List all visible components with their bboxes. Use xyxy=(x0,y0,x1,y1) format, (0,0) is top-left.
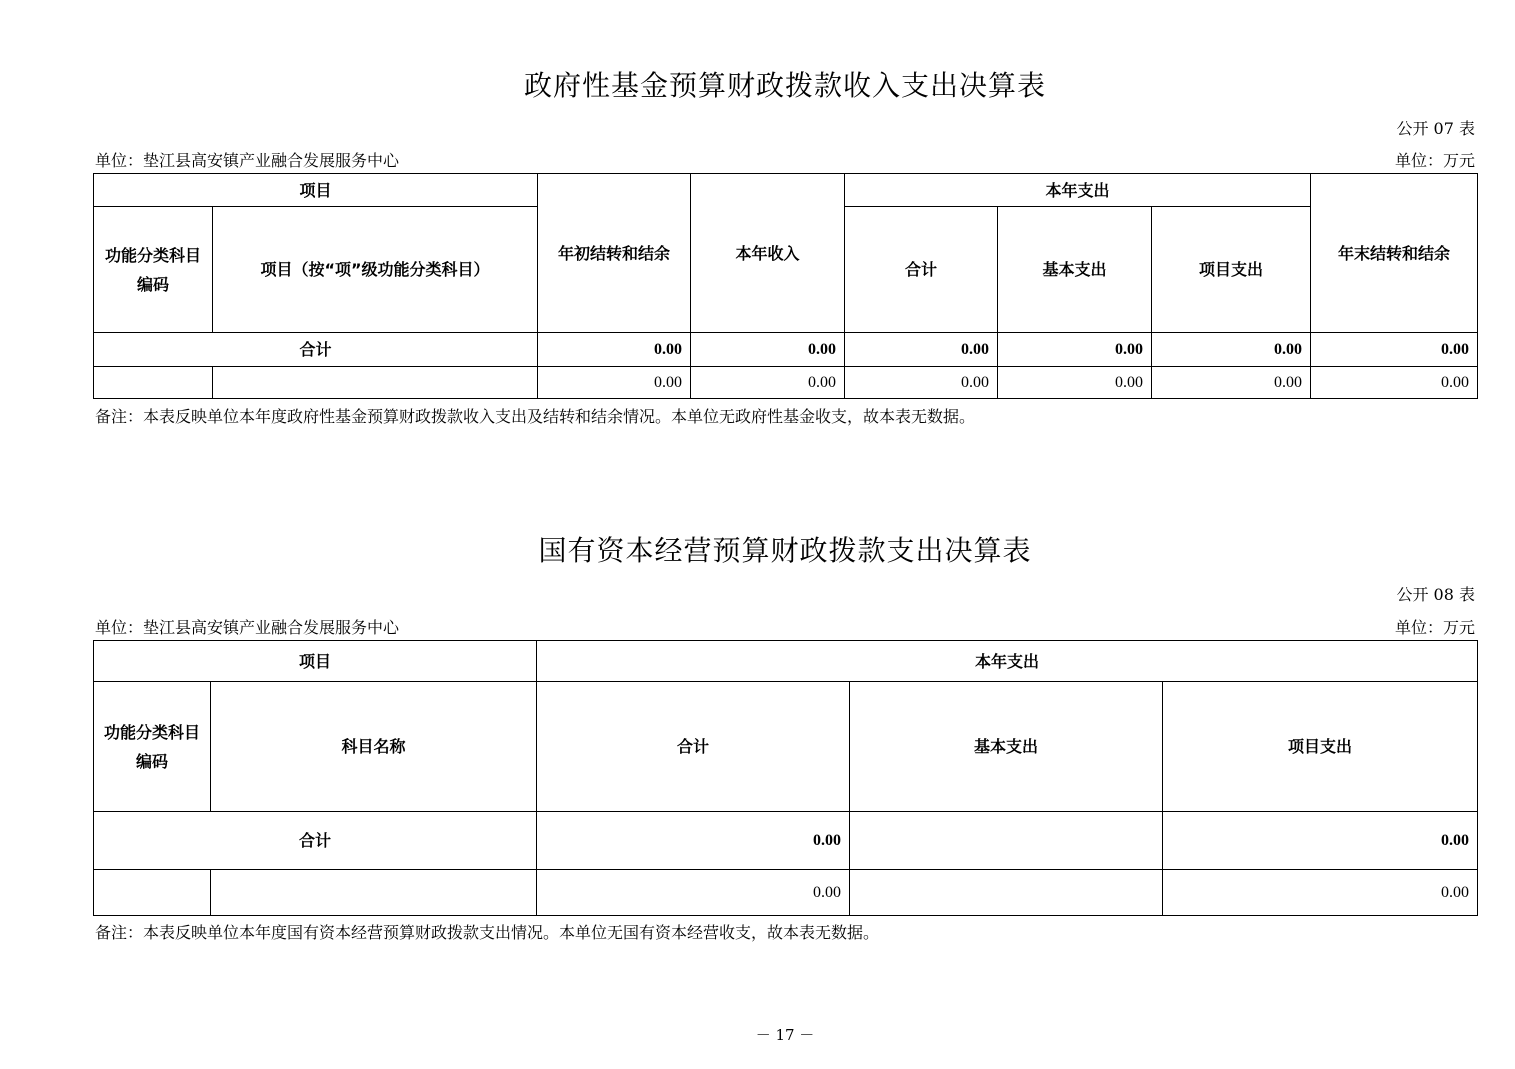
table08 xyxy=(93,640,1478,916)
header-project-item: 项目（按“项”级功能分类科目） xyxy=(213,207,538,333)
total-row xyxy=(94,333,1478,367)
row-code xyxy=(94,367,213,399)
row-cell xyxy=(850,870,1163,916)
header-expense: 本年支出 xyxy=(845,174,1311,207)
header-expense: 本年支出 xyxy=(537,641,1478,682)
row-cell: 0.00 xyxy=(1311,367,1478,399)
header-project-exp: 项目支出 xyxy=(1152,207,1311,333)
row-name xyxy=(213,367,538,399)
header-total: 合计 xyxy=(845,207,998,333)
total-cell: 0.00 xyxy=(1311,333,1478,367)
row-cell: 0.00 xyxy=(537,870,850,916)
total-label: 合计 xyxy=(94,812,537,870)
header-func-code: 功能分类科目编码 xyxy=(94,682,211,812)
row-cell: 0.00 xyxy=(845,367,998,399)
header-end-balance: 年末结转和结余 xyxy=(1311,174,1478,333)
row-cell: 0.00 xyxy=(538,367,691,399)
header-project: 项目 xyxy=(94,641,537,682)
page-number: － 17 － xyxy=(755,1026,815,1044)
total-row xyxy=(94,812,1478,870)
table07-note: 备注：本表反映单位本年度政府性基金预算财政拨款收入支出及结转和结余情况。本单位无政府性基金收支，故本表无数据。 xyxy=(95,407,976,426)
table08-code: 公开 08 表 xyxy=(1396,585,1475,604)
header-subject-name: 科目名称 xyxy=(211,682,537,812)
total-cell: 0.00 xyxy=(845,333,998,367)
total-cell: 0.00 xyxy=(998,333,1152,367)
table08-unit-org: 单位：垫江县高安镇产业融合发展服务中心 xyxy=(95,618,400,637)
header-income: 本年收入 xyxy=(691,174,845,333)
header-func-code: 功能分类科目编码 xyxy=(94,207,213,333)
total-label: 合计 xyxy=(94,333,538,367)
header-basic: 基本支出 xyxy=(998,207,1152,333)
table08-note: 备注：本表反映单位本年度国有资本经营预算财政拨款支出情况。本单位无国有资本经营收支，故本表无数据。 xyxy=(95,923,880,942)
table08-title: 国有资本经营预算财政拨款支出决算表 xyxy=(538,534,1032,567)
table-row xyxy=(94,870,1478,916)
total-cell: 0.00 xyxy=(1152,333,1311,367)
row-code xyxy=(94,870,211,916)
total-cell: 0.00 xyxy=(537,812,850,870)
row-cell: 0.00 xyxy=(1163,870,1478,916)
header-project: 项目 xyxy=(94,174,538,207)
table08-unit-money: 单位：万元 xyxy=(1394,618,1475,637)
row-cell: 0.00 xyxy=(1152,367,1311,399)
total-cell: 0.00 xyxy=(691,333,845,367)
header-project-exp: 项目支出 xyxy=(1163,682,1478,812)
table-row xyxy=(94,367,1478,399)
row-cell: 0.00 xyxy=(691,367,845,399)
table07-unit-org: 单位：垫江县高安镇产业融合发展服务中心 xyxy=(95,151,400,170)
header-basic: 基本支出 xyxy=(850,682,1163,812)
table07 xyxy=(93,173,1478,399)
row-cell: 0.00 xyxy=(998,367,1152,399)
row-name xyxy=(211,870,537,916)
header-begin-balance: 年初结转和结余 xyxy=(538,174,691,333)
header-total: 合计 xyxy=(537,682,850,812)
total-cell xyxy=(850,812,1163,870)
total-cell: 0.00 xyxy=(1163,812,1478,870)
total-cell: 0.00 xyxy=(538,333,691,367)
table07-unit-money: 单位：万元 xyxy=(1394,151,1475,170)
table07-title: 政府性基金预算财政拨款收入支出决算表 xyxy=(523,69,1046,102)
table07-code: 公开 07 表 xyxy=(1396,119,1475,138)
